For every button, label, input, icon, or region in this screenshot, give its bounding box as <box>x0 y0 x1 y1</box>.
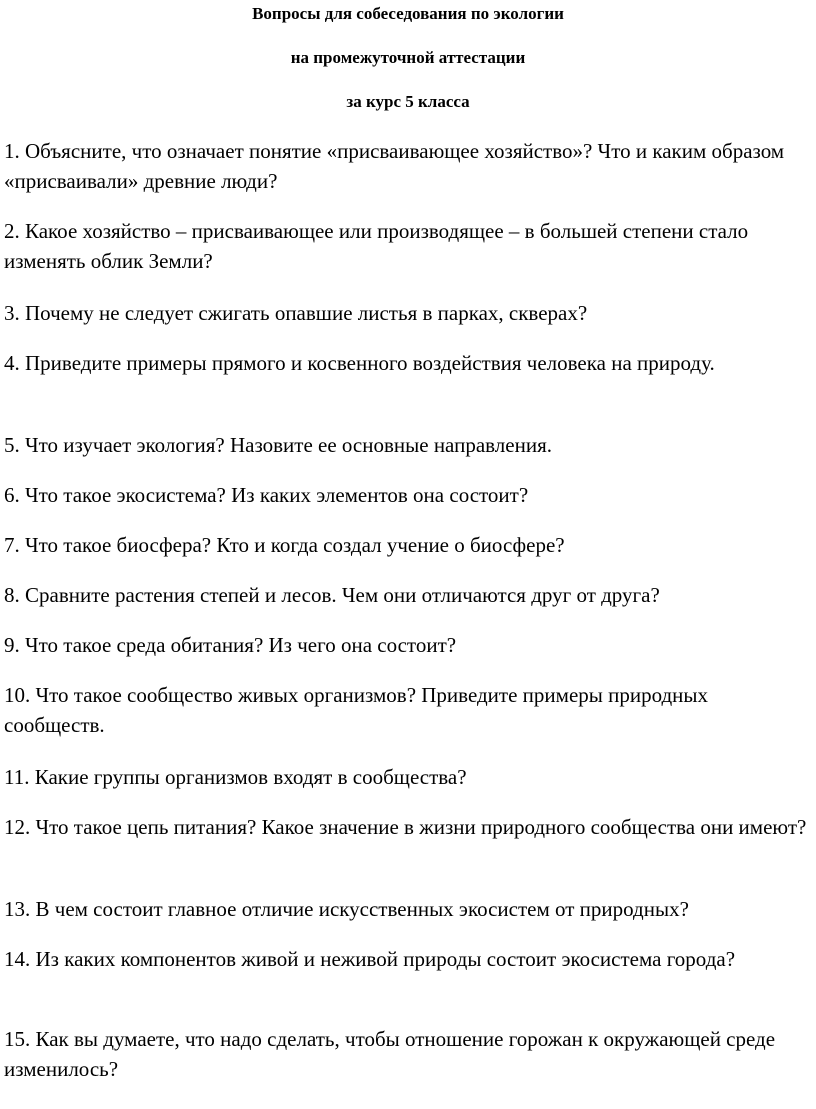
question-12: 12. Что такое цепь питания? Какое значение в жизни природного сообщества они имеют? <box>4 815 807 839</box>
question-7: 7. Что такое биосфера? Кто и когда создал учение о биосфере? <box>4 533 565 557</box>
question-4: 4. Приведите примеры прямого и косвенного воздействия человека на природу. <box>4 351 715 375</box>
question-2: 2. Какое хозяйство – присваивающее или производящее – в большей степени стало изменять облик Земли? <box>4 219 749 273</box>
question-9: 9. Что такое среда обитания? Из чего она состоит? <box>4 633 457 657</box>
question-15: 15. Как вы думаете, что надо сделать, чтобы отношение горожан к окружающей среде изменилось? <box>4 1027 776 1081</box>
question-8: 8. Сравните растения степей и лесов. Чем они отличаются друг от друга? <box>4 583 660 607</box>
document-title-line-2: на промежуточной аттестации <box>290 48 526 67</box>
question-3: 3. Почему не следует сжигать опавшие листья в парках, скверах? <box>4 301 588 325</box>
question-13: 13. В чем состоит главное отличие искусственных экосистем от природных? <box>4 897 689 921</box>
document-title-line-1: Вопросы для собеседования по экологии <box>252 4 564 23</box>
document-title-line-3: за курс 5 класса <box>346 92 470 111</box>
question-14: 14. Из каких компонентов живой и неживой природы состоит экосистема города? <box>4 947 736 971</box>
question-1: 1. Объясните, что означает понятие «присваивающее хозяйство»? Что и каким образом «присваивали» древние люди? <box>4 139 785 193</box>
question-6: 6. Что такое экосистема? Из каких элементов она состоит? <box>4 483 529 507</box>
question-5: 5. Что изучает экология? Назовите ее основные направления. <box>4 433 552 457</box>
question-11: 11. Какие группы организмов входят в сообщества? <box>4 765 467 789</box>
question-10: 10. Что такое сообщество живых организмов? Приведите примеры природных сообществ. <box>4 683 709 737</box>
